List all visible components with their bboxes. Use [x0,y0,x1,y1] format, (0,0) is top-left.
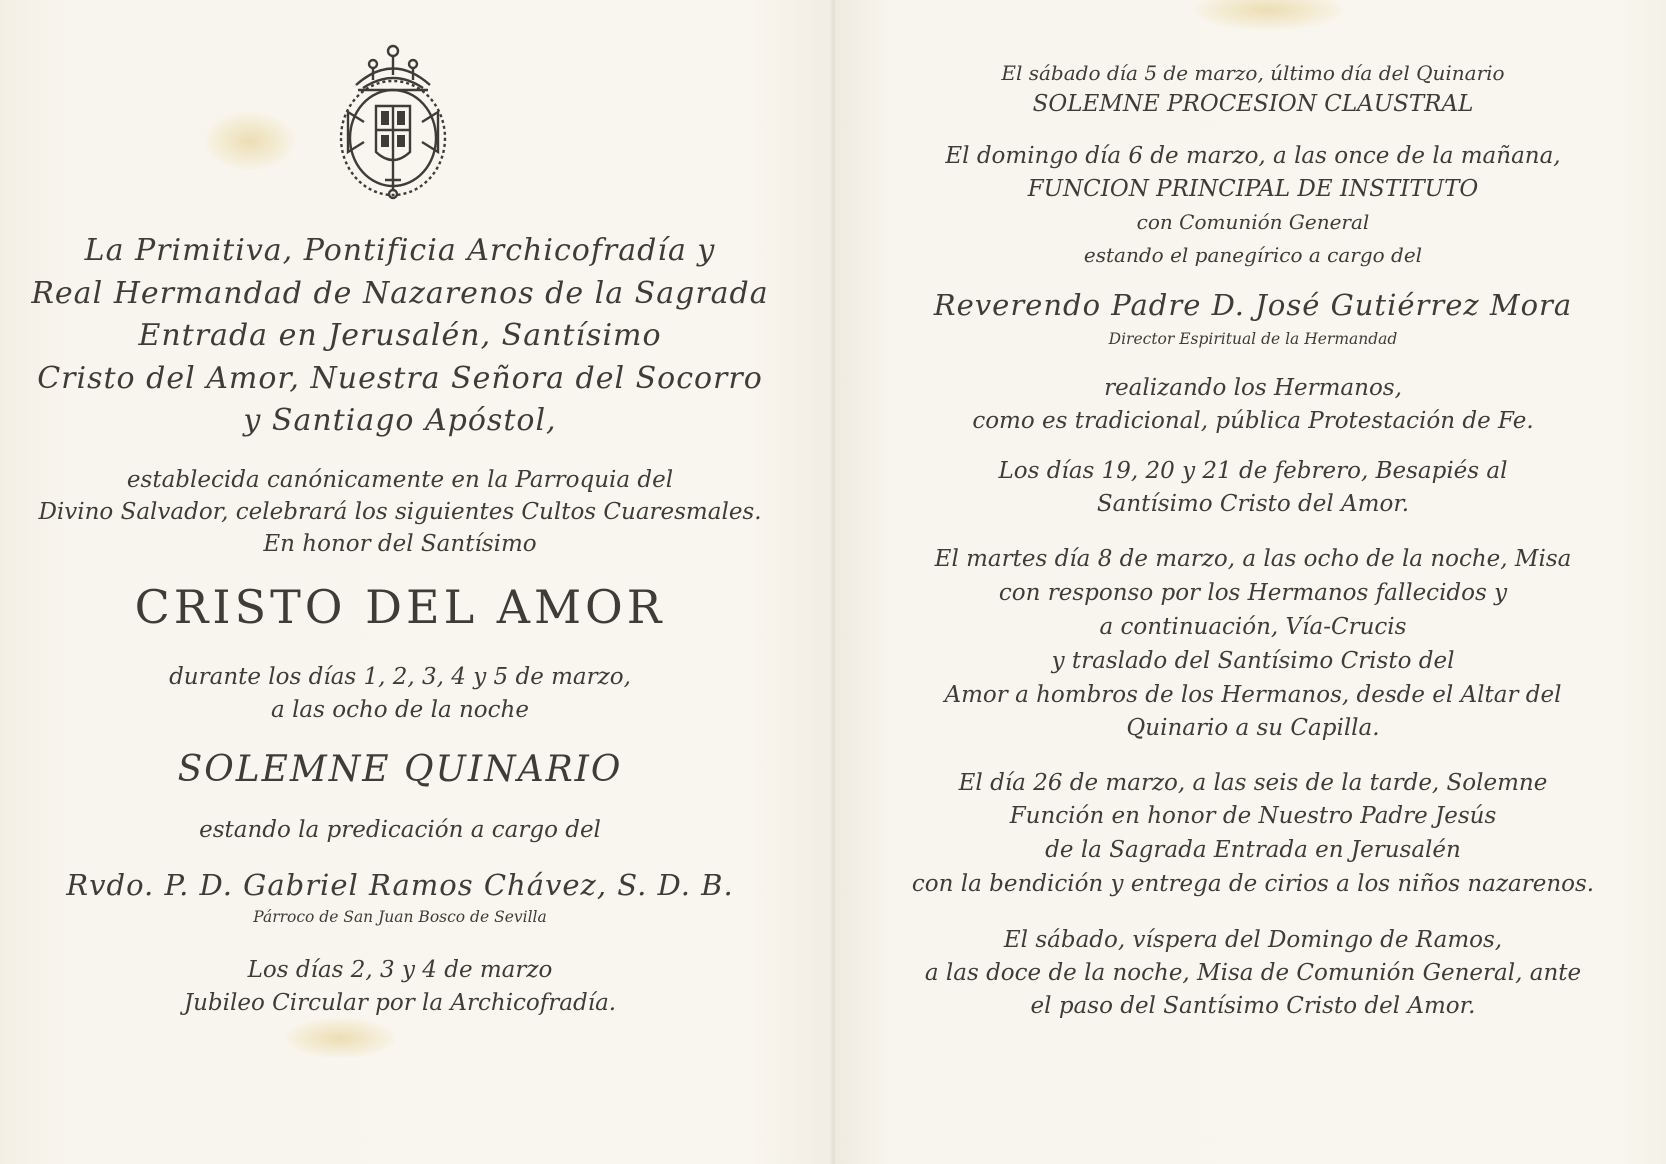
established-text-line: En honor del Santísimo [263,531,537,557]
preaching-line: estando la predicación a cargo del [199,817,601,843]
vespers-line: el paso del Santísimo Cristo del Amor. [1030,993,1476,1019]
march26-line: El día 26 de marzo, a las seis de la tarde, Solemne [958,770,1548,796]
tuesday-line: con responso por los Hermanos fallecidos y [998,580,1508,606]
brotherhood-title-line: La Primitiva, Pontificia Archicofradía y [84,233,716,268]
tuesday-line: y traslado del Santísimo Cristo del [1051,648,1455,674]
march26-line: con la bendición y entrega de cirios a los niños nazarenos. [911,871,1595,897]
besapies-line: Santísimo Cristo del Amor. [1096,491,1410,517]
jubileo-line: Jubileo Circular por la Archicofradía. [183,990,617,1016]
date-line: durante los días 1, 2, 3, 4 y 5 de marzo, [169,664,631,690]
heraldic-crest-icon [328,40,458,205]
vespers-line: El sábado, víspera del Domingo de Ramos, [1003,927,1503,953]
protest-line: como es tradicional, pública Protestación de Fe. [972,408,1534,434]
protest-line: realizando los Hermanos, [1104,375,1402,401]
preacher-name: Rvdo. P. D. Gabriel Ramos Chávez, S. D. B. [66,868,734,902]
preacher-role: Párroco de San Juan Bosco de Sevilla [253,908,547,926]
jubileo-line: Los días 2, 3 y 4 de marzo [247,957,553,983]
brotherhood-title-line: y Santiago Apóstol, [243,403,557,438]
paper-stain [205,112,295,170]
procession-title: SOLEMNE PROCESION CLAUSTRAL [1032,91,1474,117]
saturday-line: El sábado día 5 de marzo, último día del Quinario [1001,61,1505,85]
sunday-line: FUNCION PRINCIPAL DE INSTITUTO [1027,176,1479,202]
tuesday-line: El martes día 8 de marzo, a las ocho de la noche, Misa [934,546,1572,572]
date-line: a las ocho de la noche [271,697,529,723]
sunday-line: estando el panegírico a cargo del [1083,243,1423,267]
paper-stain [285,1018,395,1058]
brotherhood-title-line: Cristo del Amor, Nuestra Señora del Socorro [37,361,763,396]
march26-line: de la Sagrada Entrada en Jerusalén [1045,837,1461,863]
sunday-line: El domingo día 6 de marzo, a las once de la mañana, [945,143,1561,169]
besapies-line: Los días 19, 20 y 21 de febrero, Besapiés al [998,458,1508,484]
reverend-name: Reverendo Padre D. José Gutiérrez Mora [933,288,1573,322]
brotherhood-title-line: Entrada en Jerusalén, Santísimo [138,318,662,353]
established-text-line: establecida canónicamente en la Parroquia del [126,467,674,493]
reverend-role: Director Espiritual de la Hermandad [1108,330,1398,348]
march26-line: Función en honor de Nuestro Padre Jesús [1009,803,1497,829]
paper-stain [1193,0,1343,30]
right-page [833,0,1666,1164]
main-title: CRISTO DEL AMOR [134,580,666,634]
vespers-line: a las doce de la noche, Misa de Comunión General, ante [924,960,1582,986]
brotherhood-title-line: Real Hermandad de Nazarenos de la Sagrada [31,276,769,311]
tuesday-line: a continuación, Vía-Crucis [1099,614,1407,640]
page-fold [830,0,836,1164]
sunday-line: con Comunión General [1136,210,1370,234]
quinario-title: SOLEMNE QUINARIO [177,749,623,790]
tuesday-line: Quinario a su Capilla. [1126,715,1380,741]
established-text-line: Divino Salvador, celebrará los siguientes Cultos Cuaresmales. [38,499,762,525]
tuesday-line: Amor a hombros de los Hermanos, desde el Altar del [944,682,1562,708]
